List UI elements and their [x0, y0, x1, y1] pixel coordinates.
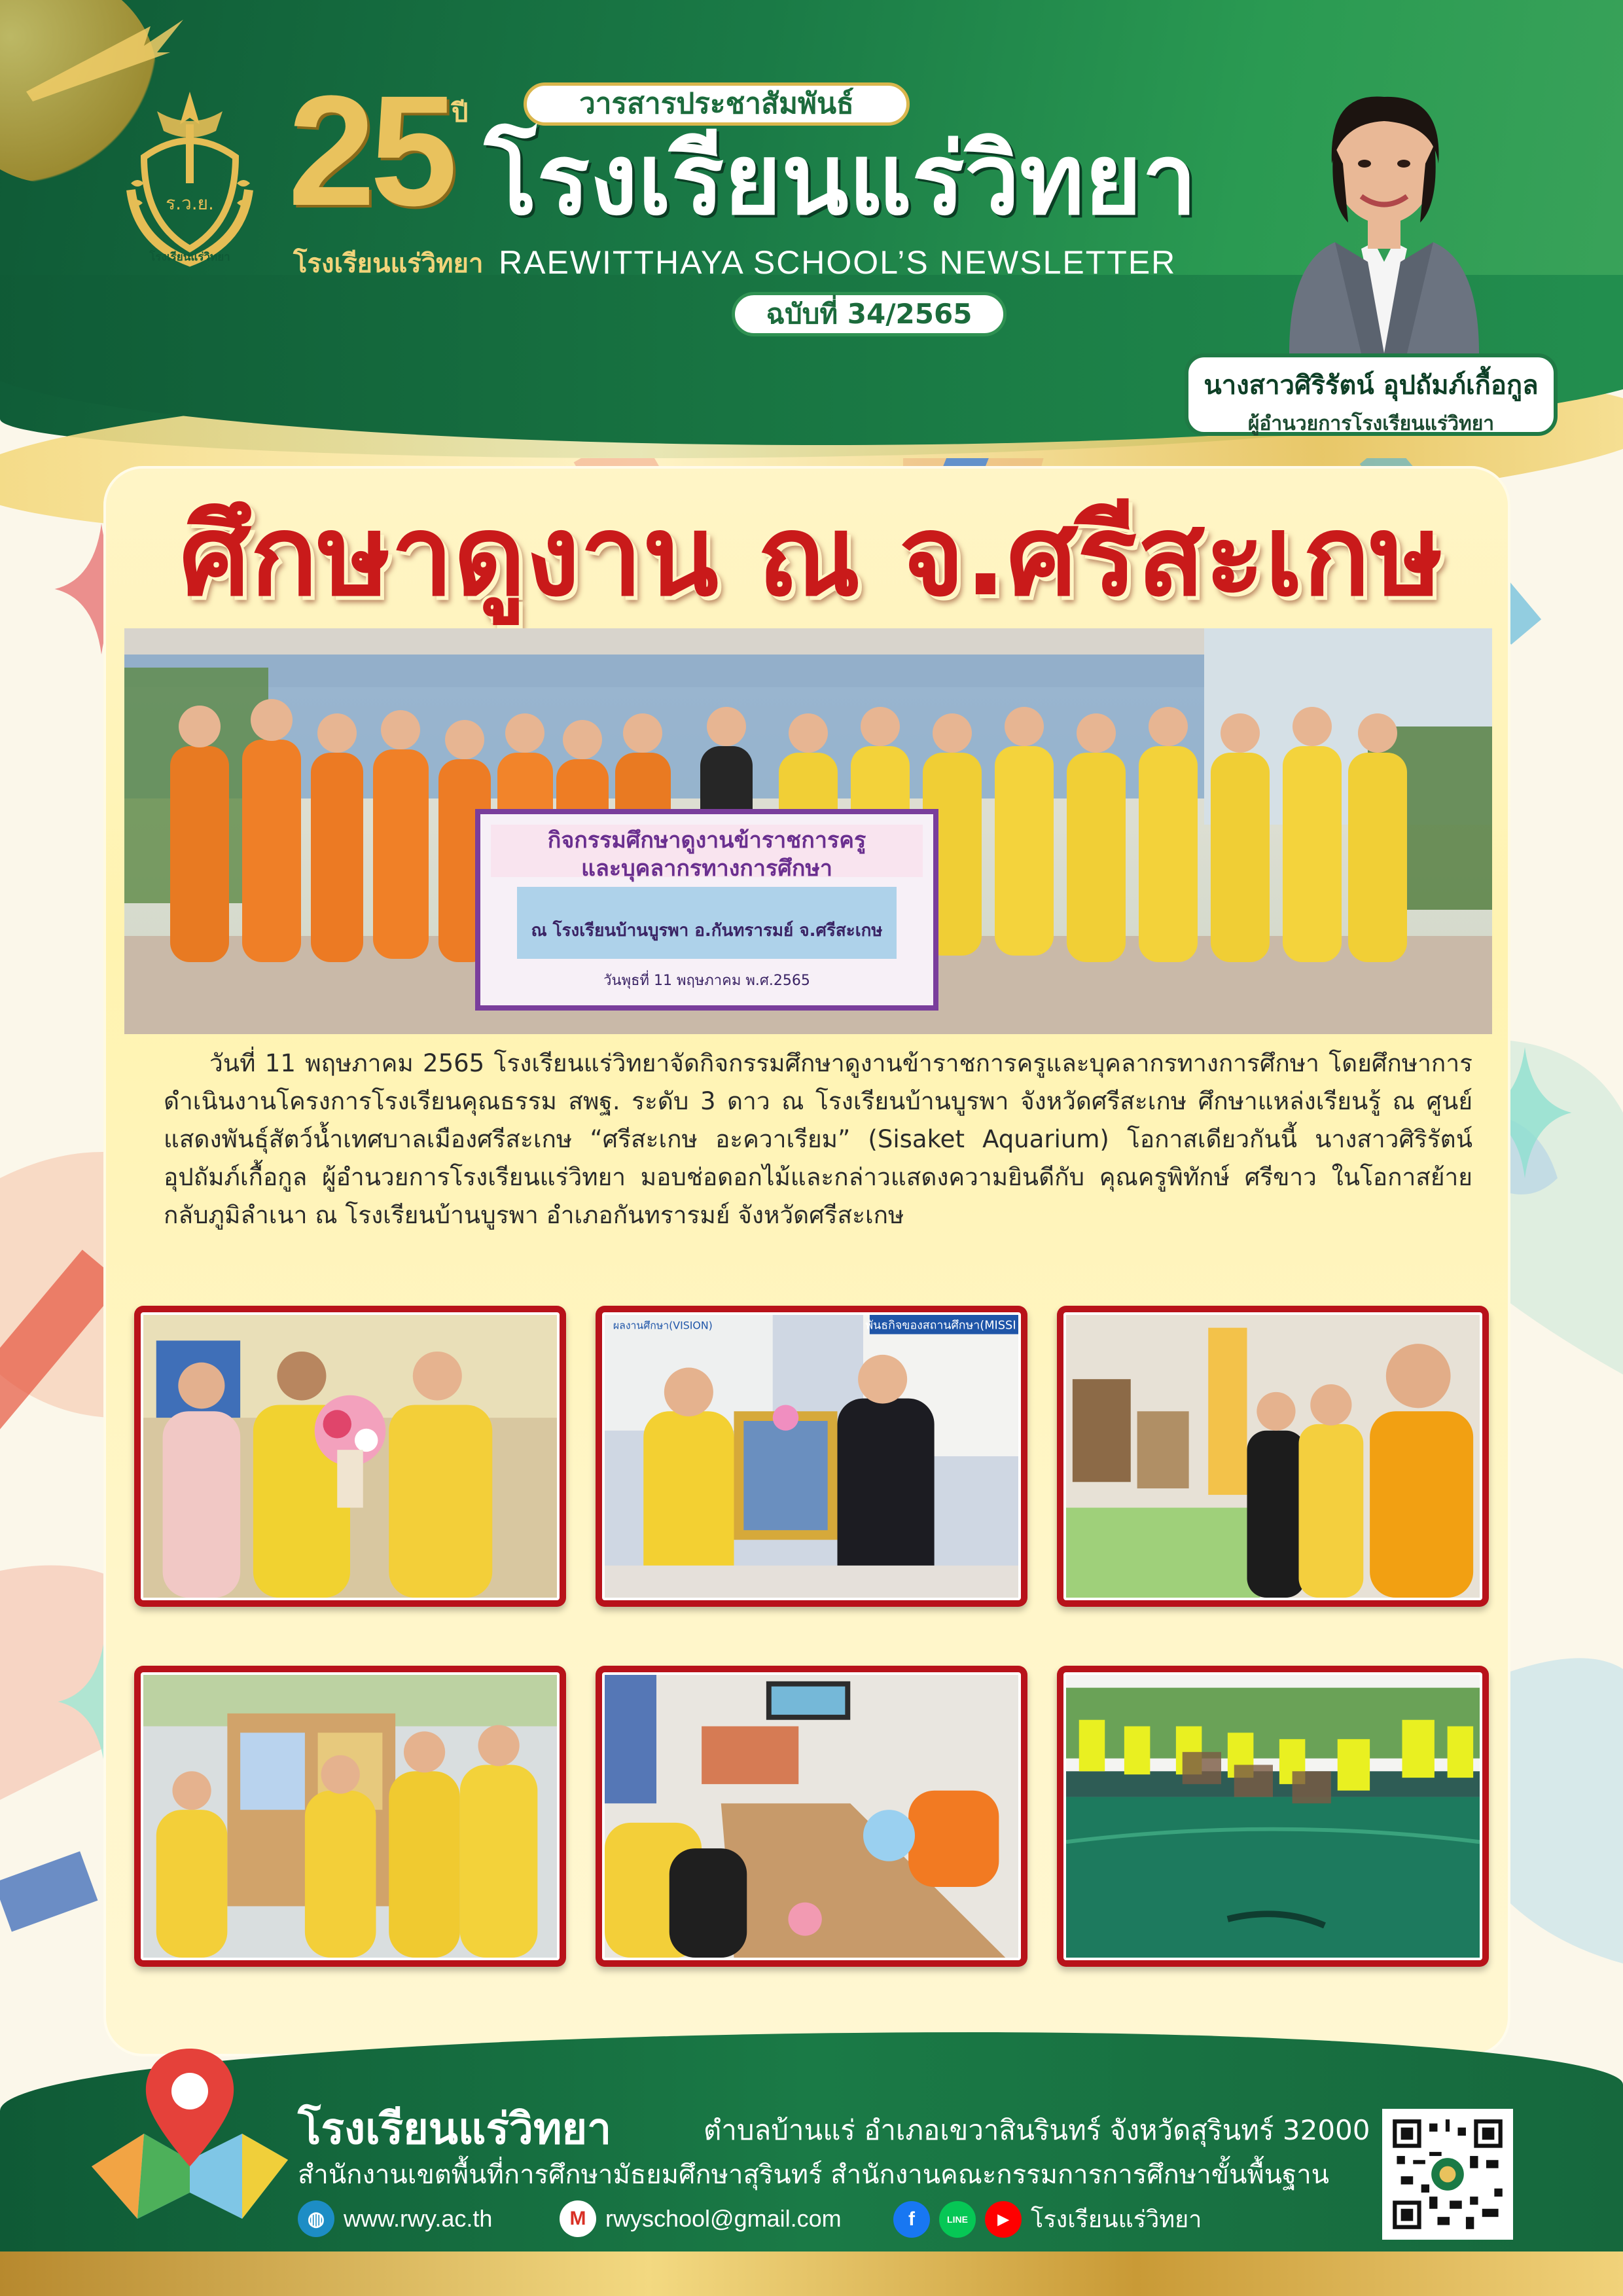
banner-line-2: และบุคลากรทางการศึกษา	[581, 855, 832, 882]
anniversary-number: 25	[288, 63, 452, 238]
footer-gold-stripe	[0, 2251, 1623, 2296]
logo-text: ร.ว.ย.	[166, 192, 214, 214]
globe-icon: ◍	[298, 2200, 334, 2237]
facebook-icon[interactable]: f	[893, 2201, 930, 2238]
article-body: วันที่ 11 พฤษภาคม 2565 โรงเรียนแร่วิทยาจัดกิจกรรมศึกษาดูงานข้าราชการครูและบุคลากรทางการศึกษา โดยศึกษาการดำเนินงานโครงการโรงเรียนคุณธรรม สพฐ. ระดับ 3 ดาว ณ โรงเรียนบ้านบูรพา จังหวัดศรีสะเกษ ศึกษาแหล่งเรียนรู้ ณ ศูนย์แสดงพันธุ์สัตว์น้ำเทศบาลเมืองศรีสะเกษ “ศรีสะเกษ อะควาเรียม” (Sisaket Aquarium) โอกาสเดียวกันนี้ นางสาวศิริรัตน์ อุปถัมภ์เกื้อกูล ผู้อำนวยการโรงเรียนแร่วิทยา มอบช่อดอกไม้และกล่าวแสดงความยินดีกับ คุณครูพิทักษ์ ศรีขาว ในโอกาสย้ายกลับภูมิลำเนา ณ โรงเรียนบ้านบูรพา อำเภอกันทรารมย์ จังหวัดศรีสะเกษ	[164, 1049, 1472, 1229]
map-pin-icon	[85, 2036, 294, 2225]
gallery-photo-meeting	[596, 1666, 1027, 1967]
logo-ring-text: โรงเรียนแร่วิทยา	[149, 251, 230, 264]
group-photo	[124, 628, 1492, 1034]
anniversary-unit: ปี	[452, 98, 469, 128]
banner-line-4: วันพุธที่ 11 พฤษภาคม พ.ศ.2565	[603, 973, 810, 989]
newsletter-label: วารสารประชาสัมพันธ์	[524, 82, 910, 126]
page-title: ศึกษาดูงาน ณ จ.ศรีสะเกษ	[179, 492, 1444, 621]
website-link[interactable]: www.rwy.ac.th	[344, 2205, 493, 2232]
gallery-photo-group-exhibit	[134, 1666, 566, 1967]
youtube-icon[interactable]: ▶	[985, 2201, 1022, 2238]
footer-school-name: โรงเรียนแร่วิทยา	[298, 2104, 612, 2154]
school-name-english: RAEWITTHAYA SCHOOL’S NEWSLETTER	[499, 244, 1177, 281]
email-link[interactable]: rwyschool@gmail.com	[605, 2205, 842, 2232]
anniversary-school-label: โรงเรียนแร่วิทยา	[293, 249, 484, 279]
gallery-photo-display-room	[1057, 1306, 1489, 1607]
gallery-photo-portrait-gift	[596, 1306, 1027, 1607]
issue-number: ฉบับที่ 34/2565	[732, 292, 1007, 336]
gallery-photo-flowers	[134, 1306, 566, 1607]
gallery-photo-aquarium	[1057, 1666, 1489, 1967]
qr-code[interactable]	[1382, 2109, 1513, 2240]
photo-sign-mission: พันธกิจของสถานศึกษา(MISSI	[865, 1319, 1016, 1333]
footer-address: ตำบลบ้านแร่ อำเภอเขวาสินรินทร์ จังหวัดสุรินทร์ 32000	[704, 2114, 1370, 2146]
gmail-icon: M	[560, 2200, 596, 2237]
director-photo	[1263, 65, 1505, 353]
social-name: โรงเรียนแร่วิทยา	[1031, 2206, 1202, 2233]
banner-line-1: กิจกรรมศึกษาดูงานข้าราชการครู	[547, 827, 866, 853]
school-logo	[118, 85, 262, 268]
director-role: ผู้อำนวยการโรงเรียนแร่วิทยา	[1247, 412, 1495, 435]
photo-sign-vision: ผลงานศึกษา(VISION)	[613, 1319, 713, 1332]
footer-office: สำนักงานเขตพื้นที่การศึกษามัธยมศึกษาสุรินทร์ สำนักงานคณะกรรมการการศึกษาขั้นพื้นฐาน	[298, 2160, 1329, 2190]
social-contact[interactable]	[893, 2200, 1202, 2238]
line-icon[interactable]: LINE	[939, 2201, 976, 2238]
banner-line-3: ณ โรงเรียนบ้านบูรพา อ.กันทรารมย์ จ.ศรีสะเกษ	[531, 921, 883, 941]
website-contact[interactable]	[298, 2200, 492, 2237]
director-caption	[1185, 353, 1558, 436]
school-name-thai: โรงเรียนแร่วิทยา	[484, 123, 1198, 237]
email-contact[interactable]	[560, 2200, 842, 2237]
director-name: นางสาวศิริรัตน์ อุปถัมภ์เกื้อกูล	[1204, 370, 1539, 401]
